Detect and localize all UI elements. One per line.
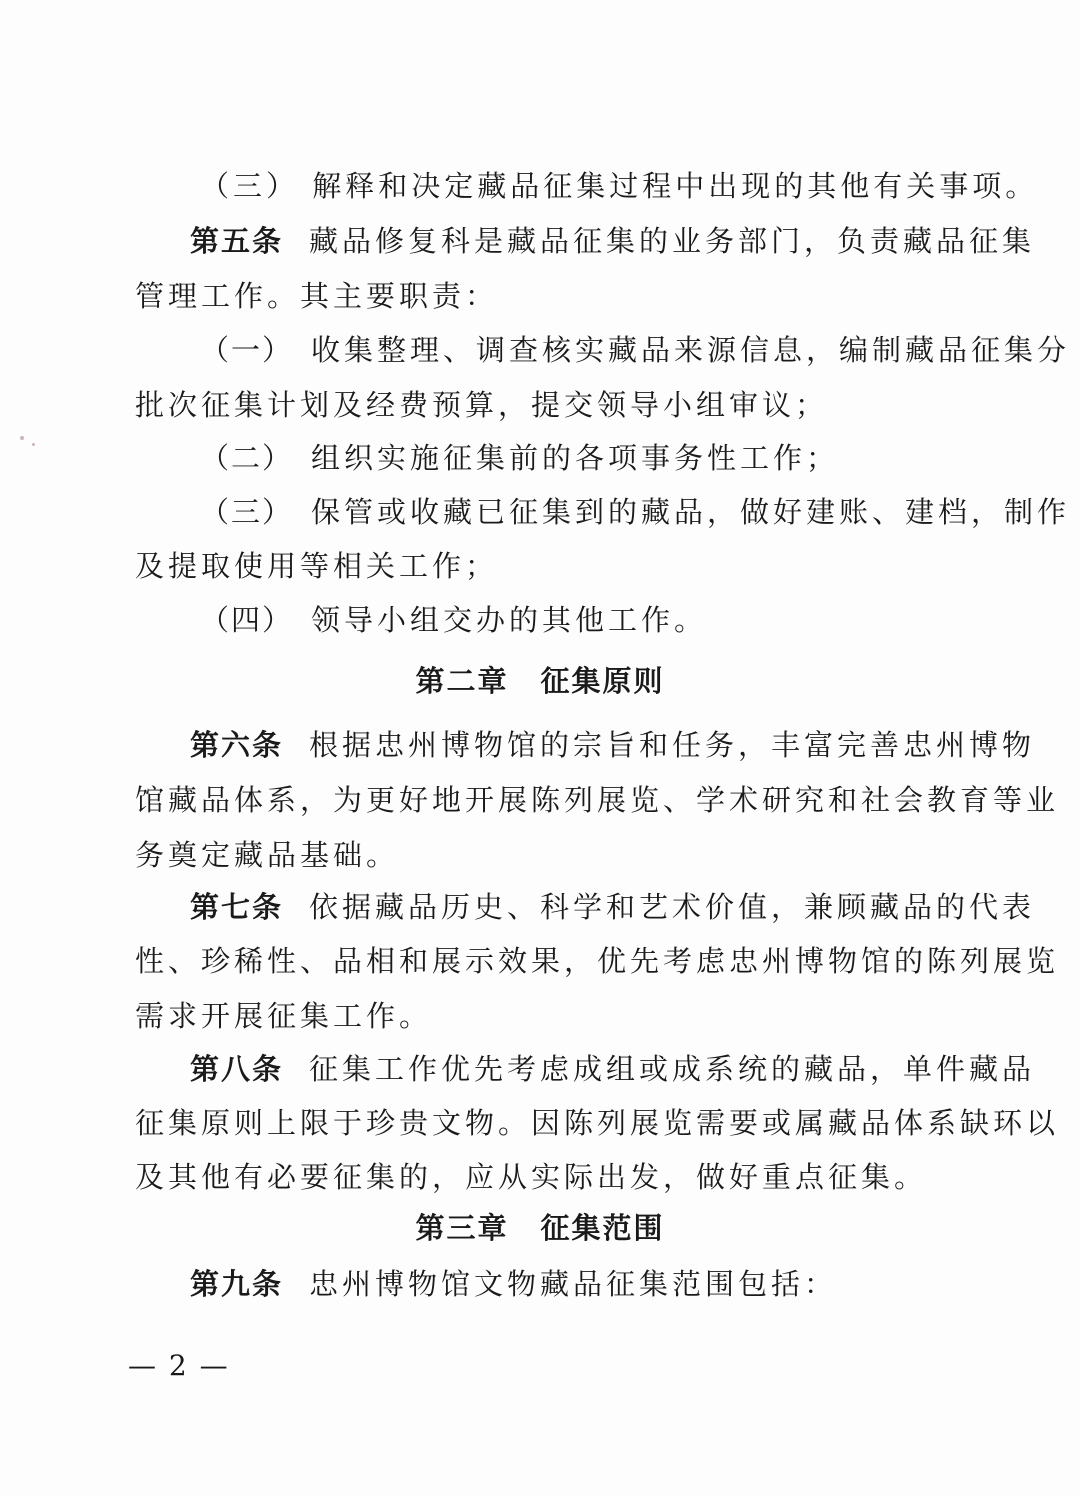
chapter-number: 第三章	[415, 1211, 509, 1245]
chapter-3-heading	[0, 1208, 1080, 1248]
scan-speck	[20, 436, 24, 440]
item-4-line-1	[200, 600, 947, 640]
article-8-line-2	[135, 1103, 1060, 1143]
text: 批次征集计划及经费预算，提交领导小组审议；	[135, 388, 829, 422]
item-2-line-1	[200, 438, 947, 478]
text: 组织实施征集前的各项事务性工作；	[311, 441, 840, 475]
article-5-line-2	[135, 276, 947, 316]
item-number: （四）	[200, 603, 294, 637]
text: 收集整理、调查核实藏品来源信息，编制藏品征集分	[311, 333, 1071, 367]
article-6-line-2	[135, 780, 1060, 820]
text: 保管或收藏已征集到的藏品，做好建账、建档，制作	[311, 495, 1071, 529]
chapter-title: 征集原则	[540, 664, 665, 698]
text: 及提取使用等相关工作；	[135, 549, 499, 583]
item-number: （一）	[200, 333, 294, 367]
item-number: （三）	[200, 495, 294, 529]
text: 馆藏品体系，为更好地开展陈列展览、学术研究和社会教育等业	[135, 783, 1060, 817]
article-8-line-3	[135, 1157, 947, 1197]
text: 根据忠州博物馆的宗旨和任务，丰富完善忠州博物	[309, 728, 1036, 762]
article-label: 第九条	[190, 1267, 284, 1301]
article-5-line-1	[190, 221, 1036, 261]
item-number: （二）	[200, 441, 294, 475]
chapter-title: 征集范围	[540, 1211, 665, 1245]
article-9-line-1	[190, 1264, 947, 1304]
text: 忠州博物馆文物藏品征集范围包括：	[309, 1267, 838, 1301]
scan-speck	[32, 443, 35, 446]
item-3-line-2	[135, 546, 947, 586]
item-3-line-1	[200, 492, 1071, 532]
article-label: 第八条	[190, 1052, 284, 1086]
chapter-2-heading	[0, 661, 1080, 701]
text: 依据藏品历史、科学和艺术价值，兼顾藏品的代表	[309, 890, 1036, 924]
text: 管理工作。其主要职责：	[135, 279, 499, 313]
text: 需求开展征集工作。	[135, 999, 433, 1033]
text: 征集原则上限于珍贵文物。因陈列展览需要或属藏品体系缺环以	[135, 1106, 1060, 1140]
page-number: — 2 —	[128, 1349, 230, 1382]
chapter-number: 第二章	[415, 664, 509, 698]
item-1-line-2	[135, 385, 947, 425]
article-7-line-2	[135, 941, 1060, 981]
text: 藏品修复科是藏品征集的业务部门，负责藏品征集	[309, 224, 1036, 258]
item-1-line-1	[200, 330, 1071, 370]
article-label: 第五条	[190, 224, 284, 258]
text: 务奠定藏品基础。	[135, 838, 400, 872]
article-label: 第六条	[190, 728, 284, 762]
text: （三） 解释和决定藏品征集过程中出现的其他有关事项。	[200, 169, 1039, 203]
article-7-line-1	[190, 887, 1036, 927]
article-6-line-1	[190, 725, 1036, 765]
article-label: 第七条	[190, 890, 284, 924]
article-7-line-3	[135, 996, 947, 1036]
text: 及其他有必要征集的，应从实际出发，做好重点征集。	[135, 1160, 928, 1194]
paragraph-line	[200, 166, 1039, 206]
text: 性、珍稀性、品相和展示效果，优先考虑忠州博物馆的陈列展览	[135, 944, 1060, 978]
text: 领导小组交办的其他工作。	[311, 603, 708, 637]
article-6-line-3	[135, 835, 947, 875]
text: 征集工作优先考虑成组或成系统的藏品，单件藏品	[309, 1052, 1036, 1086]
article-8-line-1	[190, 1049, 1036, 1089]
